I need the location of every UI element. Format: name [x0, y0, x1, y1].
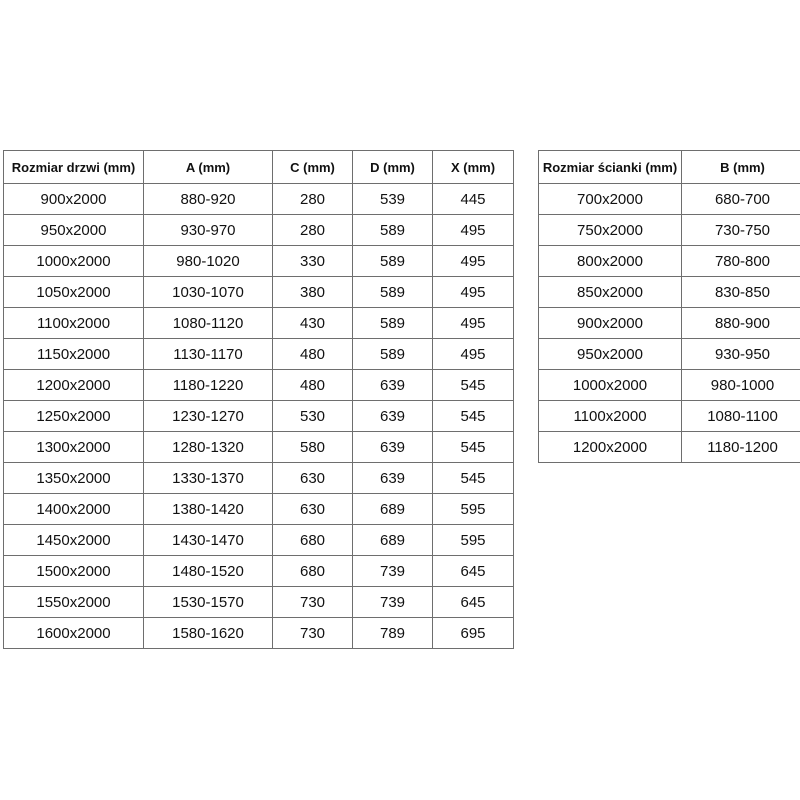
table-cell: 1100x2000 — [539, 401, 682, 432]
table-row — [539, 184, 800, 215]
table-cell: 639 — [353, 401, 433, 432]
table-row — [4, 525, 514, 556]
table-cell: 850x2000 — [539, 277, 682, 308]
header-row — [4, 151, 514, 184]
table-cell: 700x2000 — [539, 184, 682, 215]
table-cell: 739 — [353, 587, 433, 618]
table-row — [539, 246, 800, 277]
table-cell: 900x2000 — [4, 184, 144, 215]
table-cell: 1500x2000 — [4, 556, 144, 587]
table-cell: 1380-1420 — [144, 494, 273, 525]
table-row — [4, 339, 514, 370]
table-cell: 530 — [273, 401, 353, 432]
table-row — [4, 618, 514, 649]
table-cell: 1150x2000 — [4, 339, 144, 370]
column-header: B (mm) — [682, 151, 800, 184]
table-cell: 595 — [433, 494, 514, 525]
table-cell: 645 — [433, 556, 514, 587]
table-row — [539, 308, 800, 339]
table-cell: 430 — [273, 308, 353, 339]
column-header: D (mm) — [353, 151, 433, 184]
table-cell: 495 — [433, 215, 514, 246]
table-cell: 539 — [353, 184, 433, 215]
table-row — [539, 277, 800, 308]
table-cell: 1300x2000 — [4, 432, 144, 463]
table-cell: 1080-1100 — [682, 401, 800, 432]
table-cell: 900x2000 — [539, 308, 682, 339]
table-cell: 739 — [353, 556, 433, 587]
table-row — [4, 215, 514, 246]
table-cell: 280 — [273, 215, 353, 246]
table-cell: 730 — [273, 618, 353, 649]
table-cell: 589 — [353, 339, 433, 370]
table-cell: 1000x2000 — [539, 370, 682, 401]
table-cell: 495 — [433, 339, 514, 370]
table-row — [4, 277, 514, 308]
table-cell: 680 — [273, 556, 353, 587]
table-row — [539, 432, 800, 463]
table-cell: 1550x2000 — [4, 587, 144, 618]
table-cell: 589 — [353, 215, 433, 246]
table-cell: 480 — [273, 339, 353, 370]
column-header: X (mm) — [433, 151, 514, 184]
table-row — [4, 184, 514, 215]
table-cell: 930-970 — [144, 215, 273, 246]
table-cell: 750x2000 — [539, 215, 682, 246]
table-cell: 545 — [433, 370, 514, 401]
table-cell: 545 — [433, 463, 514, 494]
table-cell: 1480-1520 — [144, 556, 273, 587]
table-cell: 1080-1120 — [144, 308, 273, 339]
table-cell: 1600x2000 — [4, 618, 144, 649]
table-cell: 1250x2000 — [4, 401, 144, 432]
wall-panel-sizes-table — [538, 150, 800, 463]
column-header: Rozmiar ścianki (mm) — [539, 151, 682, 184]
door-sizes-table — [3, 150, 514, 649]
table-cell: 1180-1220 — [144, 370, 273, 401]
table-cell: 1200x2000 — [4, 370, 144, 401]
table-cell: 1400x2000 — [4, 494, 144, 525]
table-cell: 800x2000 — [539, 246, 682, 277]
table-cell: 280 — [273, 184, 353, 215]
column-header: C (mm) — [273, 151, 353, 184]
table-cell: 1180-1200 — [682, 432, 800, 463]
table-cell: 645 — [433, 587, 514, 618]
table-cell: 639 — [353, 463, 433, 494]
table-cell: 1350x2000 — [4, 463, 144, 494]
table-cell: 589 — [353, 308, 433, 339]
table-cell: 950x2000 — [539, 339, 682, 370]
table-cell: 1280-1320 — [144, 432, 273, 463]
table-cell: 680 — [273, 525, 353, 556]
table-cell: 950x2000 — [4, 215, 144, 246]
table-row — [4, 494, 514, 525]
table-row — [4, 370, 514, 401]
table-cell: 1230-1270 — [144, 401, 273, 432]
table-cell: 1130-1170 — [144, 339, 273, 370]
table-cell: 589 — [353, 246, 433, 277]
table-cell: 495 — [433, 277, 514, 308]
table-cell: 630 — [273, 463, 353, 494]
table-cell: 639 — [353, 432, 433, 463]
table-cell: 1330-1370 — [144, 463, 273, 494]
table-row — [539, 215, 800, 246]
table-cell: 1580-1620 — [144, 618, 273, 649]
column-header: A (mm) — [144, 151, 273, 184]
table-cell: 695 — [433, 618, 514, 649]
table-cell: 380 — [273, 277, 353, 308]
table-cell: 1050x2000 — [4, 277, 144, 308]
table-cell: 930-950 — [682, 339, 800, 370]
table-cell: 480 — [273, 370, 353, 401]
table-cell: 589 — [353, 277, 433, 308]
table-row — [4, 246, 514, 277]
table-cell: 545 — [433, 401, 514, 432]
table-row — [539, 339, 800, 370]
table-cell: 880-900 — [682, 308, 800, 339]
table-cell: 545 — [433, 432, 514, 463]
table-cell: 630 — [273, 494, 353, 525]
table-cell: 680-700 — [682, 184, 800, 215]
table-cell: 1100x2000 — [4, 308, 144, 339]
table-cell: 789 — [353, 618, 433, 649]
column-header: Rozmiar drzwi (mm) — [4, 151, 144, 184]
table-row — [4, 432, 514, 463]
table-cell: 330 — [273, 246, 353, 277]
table-cell: 1430-1470 — [144, 525, 273, 556]
table-cell: 445 — [433, 184, 514, 215]
table-row — [539, 370, 800, 401]
table-cell: 689 — [353, 525, 433, 556]
table-cell: 830-850 — [682, 277, 800, 308]
table-row — [4, 308, 514, 339]
table-cell: 1000x2000 — [4, 246, 144, 277]
table-row — [4, 463, 514, 494]
table-cell: 580 — [273, 432, 353, 463]
table-cell: 980-1000 — [682, 370, 800, 401]
table-cell: 980-1020 — [144, 246, 273, 277]
table-cell: 1030-1070 — [144, 277, 273, 308]
header-row — [539, 151, 800, 184]
table-cell: 1450x2000 — [4, 525, 144, 556]
table-cell: 495 — [433, 246, 514, 277]
table-row — [4, 556, 514, 587]
table-cell: 880-920 — [144, 184, 273, 215]
table-row — [4, 587, 514, 618]
table-cell: 1200x2000 — [539, 432, 682, 463]
table-cell: 639 — [353, 370, 433, 401]
table-row — [539, 401, 800, 432]
table-cell: 495 — [433, 308, 514, 339]
table-cell: 689 — [353, 494, 433, 525]
table-cell: 595 — [433, 525, 514, 556]
table-cell: 780-800 — [682, 246, 800, 277]
table-row — [4, 401, 514, 432]
table-cell: 730-750 — [682, 215, 800, 246]
table-cell: 1530-1570 — [144, 587, 273, 618]
table-cell: 730 — [273, 587, 353, 618]
